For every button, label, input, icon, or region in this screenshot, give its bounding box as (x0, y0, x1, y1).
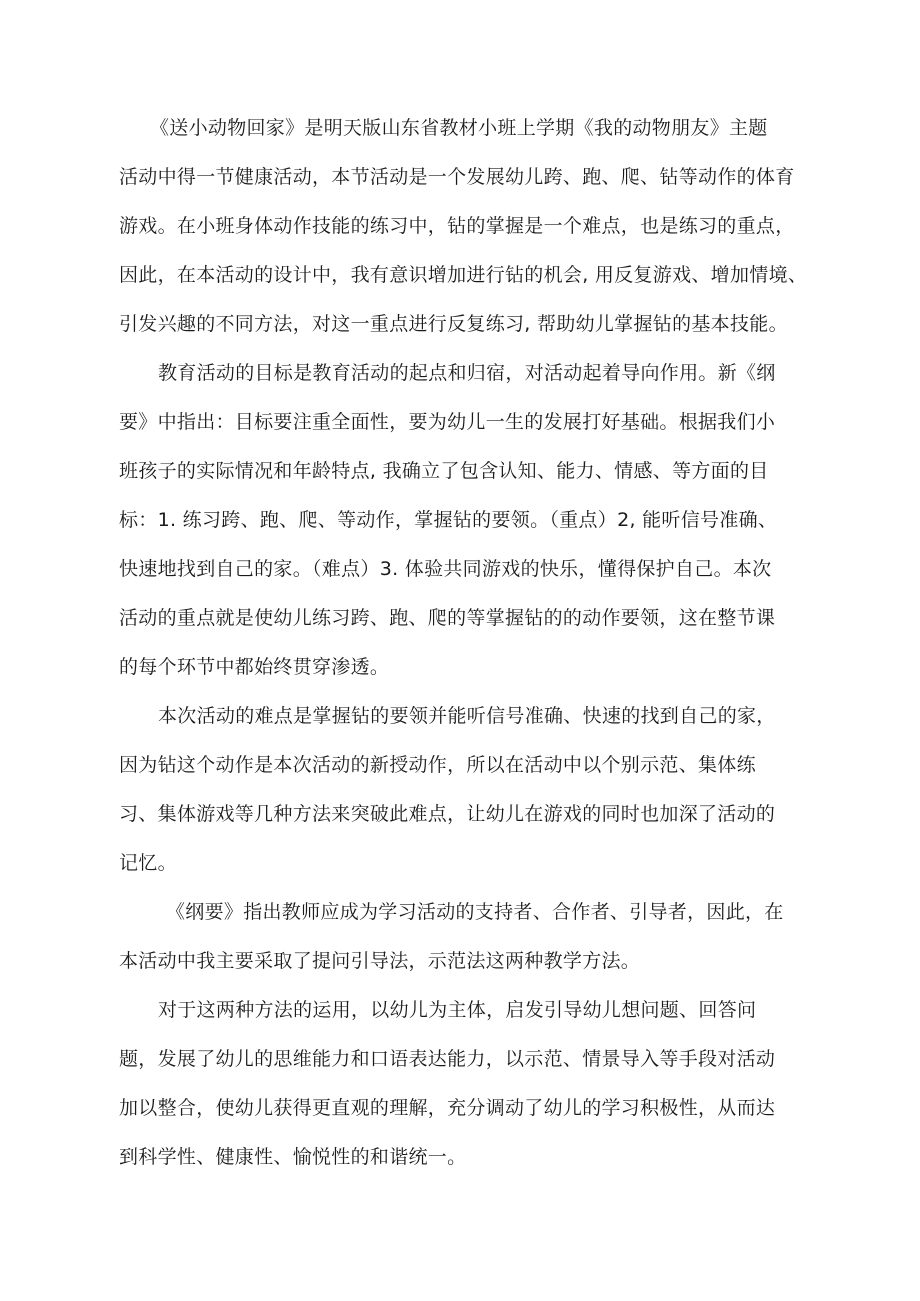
paragraph-5-line-4: 到科学性、健康性、愉悦性的和谐统一。 (119, 1146, 467, 1168)
paragraph-2-line-6: 活动的重点就是使幼儿练习跨、跑、爬的等掌握钻的的动作要领，这在整节课 (119, 607, 776, 629)
paragraph-5-line-2: 题，发展了幼儿的思维能力和口语表达能力，以示范、情景导入等手段对活动 (119, 1048, 776, 1070)
paragraph-2-line-7: 的每个环节中都始终贯穿渗透。 (119, 656, 390, 678)
paragraph-3-line-2: 因为钻这个动作是本次活动的新授动作，所以在活动中以个别示范、集体练 (119, 754, 756, 776)
paragraph-5-line-3: 加以整合，使幼儿获得更直观的理解，充分调动了幼儿的学习积极性，从而达 (119, 1097, 776, 1119)
paragraph-2-line-3: 班孩子的实际情况和年龄特点, 我确立了包含认知、能力、情感、等方面的目 (119, 460, 769, 482)
paragraph-1-line-1: 《送小动物回家》是明天版山东省教材小班上学期《我的动物朋友》主题 (150, 117, 768, 139)
paragraph-4-line-1: 《纲要》指出教师应成为学习活动的支持者、合作者、引导者，因此，在 (166, 901, 784, 923)
paragraph-1-line-5: 引发兴趣的不同方法，对这一重点进行反复练习, 帮助幼儿掌握钻的基本技能。 (119, 313, 788, 335)
paragraph-3-line-4: 记忆。 (119, 852, 177, 874)
paragraph-2-line-4: 标：1. 练习跨、跑、爬、等动作，掌握钻的要领。（重点）2, 能听信号准确、 (119, 509, 778, 531)
paragraph-2-line-1: 教育活动的目标是教育活动的起点和归宿，对活动起着导向作用。新《纲 (158, 362, 776, 384)
paragraph-5-line-1: 对于这两种方法的运用，以幼儿为主体，启发引导幼儿想问题、回答问 (158, 999, 757, 1021)
paragraph-2-line-5: 快速地找到自己的家。（难点）3. 体验共同游戏的快乐，懂得保护自己。本次 (119, 558, 772, 580)
paragraph-3-line-3: 习、集体游戏等几种方法来突破此难点，让幼儿在游戏的同时也加深了活动的 (119, 803, 776, 825)
paragraph-2-line-2: 要》中指出：目标要注重全面性，要为幼儿一生的发展打好基础。根据我们小 (119, 411, 776, 433)
paragraph-3-line-1: 本次活动的难点是掌握钻的要领并能听信号准确、快速的找到自己的家， (158, 705, 776, 727)
paragraph-1-line-4: 因此，在本活动的设计中，我有意识增加进行钻的机会, 用反复游戏、增加情境、 (119, 264, 808, 286)
paragraph-4-line-2: 本活动中我主要采取了提问引导法，示范法这两种教学方法。 (119, 950, 641, 972)
paragraph-1-line-2: 活动中得一节健康活动，本节活动是一个发展幼儿跨、跑、爬、钻等动作的体育 (119, 166, 795, 188)
paragraph-1-line-3: 游戏。在小班身体动作技能的练习中，钻的掌握是一个难点，也是练习的重点， (119, 215, 795, 237)
